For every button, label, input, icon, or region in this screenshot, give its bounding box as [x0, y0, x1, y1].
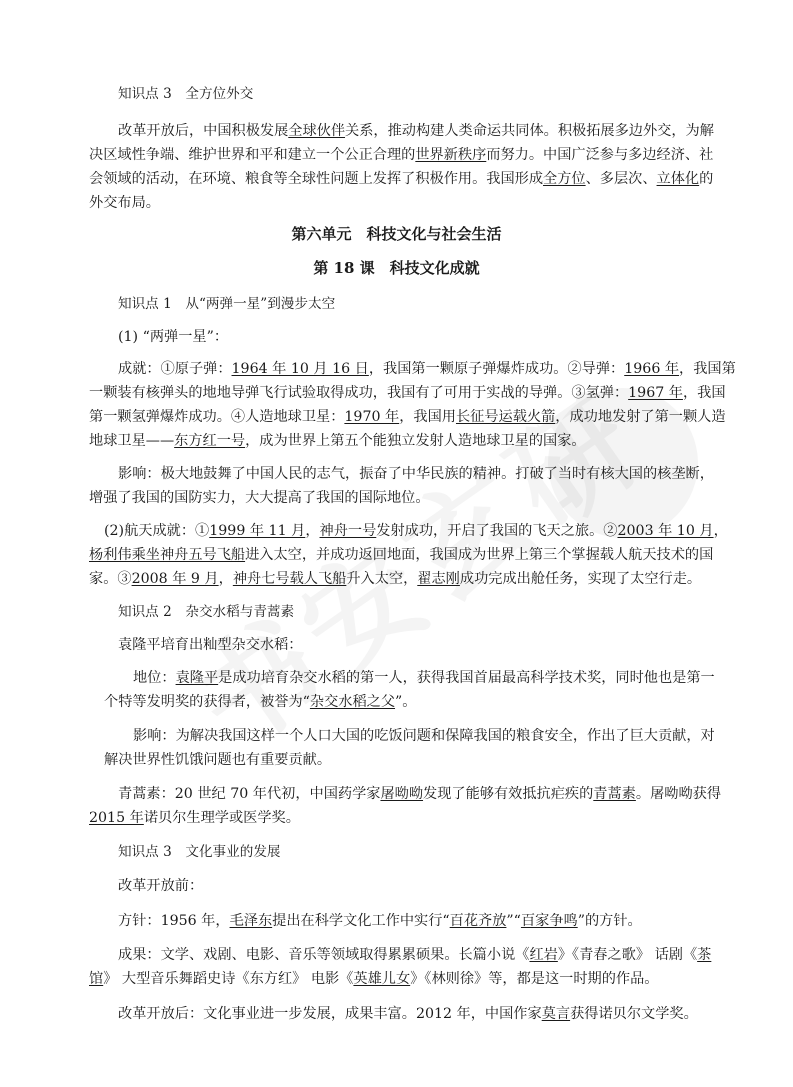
- key-term: 2003 年 10 月: [617, 523, 714, 539]
- kp1-c-l1: [104, 519, 728, 543]
- text-run: 》《林则徐》等，都是这一时期的作品。: [410, 971, 659, 987]
- key-term: 茶: [697, 947, 712, 963]
- kp3-res-l1: [118, 943, 711, 967]
- key-term: 神舟七号载人飞船: [232, 571, 347, 587]
- key-term: 莫言: [541, 1006, 571, 1022]
- key-term: 立体化: [656, 171, 700, 187]
- key-term: 1999 年 11 月: [209, 523, 306, 539]
- key-term: 杨利伟乘坐神舟五号飞船: [89, 547, 246, 563]
- key-term: 全方位: [543, 171, 586, 187]
- text-run: ”“: [506, 913, 521, 929]
- key-term: 翟志刚: [417, 571, 460, 587]
- text-run: 而努力。中国广泛参与多边经济、社: [486, 147, 714, 163]
- kp2-a-l2: [104, 690, 416, 714]
- kp3-after: [118, 1002, 698, 1026]
- kp1-a-l3: [89, 405, 726, 429]
- text-run: 改革开放后，中国积极发展: [118, 123, 289, 139]
- text-run: 获得诺贝尔文学奖。: [570, 1006, 698, 1022]
- text-run: 地球卫星——: [89, 433, 175, 449]
- kp3-res-l2: [89, 967, 658, 991]
- kp1-sub1: (1) “两弹一星”：: [118, 329, 229, 345]
- text-run: 》 大型音乐舞蹈史诗《东方红》 电影《: [103, 971, 354, 987]
- key-term: 百家争鸣: [520, 913, 578, 929]
- text-run: ，成为世界上第五个能独立发射人造地球卫星的国家。: [245, 433, 586, 449]
- kp1-a-l2: [89, 381, 726, 405]
- text-run: ”的方针。: [577, 913, 642, 929]
- kp3-top-p1-l1: [118, 119, 714, 143]
- kp2-c-l2: [89, 806, 300, 830]
- key-term: 英雄儿女: [353, 971, 411, 987]
- key-term: 东方红一号: [174, 433, 246, 449]
- text-run: 进入太空，并成功返回地面，我国成为世界上第三个掌握载人航天技术的国: [245, 547, 714, 563]
- text-run: 关系，推动构建人类命运共同体。积极拓展多边外交，为解: [345, 123, 714, 139]
- text-run: 成果：文学、戏剧、电影、音乐等领域取得累累硕果。长篇小说《: [118, 947, 530, 963]
- text-run: 决区域性争端、维护世界和平和建立一个公正合理的: [89, 147, 416, 163]
- kp3-before: 改革开放前：: [118, 878, 204, 894]
- key-term: 红岩: [529, 947, 558, 963]
- text-run: 》《青春之歌》 话剧《: [557, 947, 698, 963]
- key-term: 1964 年 10 月 16 日: [231, 361, 369, 377]
- text-run: 方针：1956 年，: [118, 913, 230, 929]
- unit-title: 第六单元 科技文化与社会生活: [291, 225, 502, 243]
- text-run: 发现了能够有效抵抗疟疾的: [423, 786, 594, 802]
- kp2-b-l1: 影响：为解决我国这样一个人口大国的吃饭问题和保障我国的粮食安全，作出了巨大贡献，对: [133, 728, 715, 744]
- text-run: 改革开放后：文化事业进一步发展，成果丰富。2012 年，中国作家: [118, 1006, 542, 1022]
- key-term: 世界新秩序: [415, 147, 487, 163]
- text-run: ，: [218, 571, 233, 587]
- kp2-b-l2: 解决世界性饥饿问题也有重要贡献。: [104, 752, 332, 768]
- key-term: 2008 年 9 月: [131, 571, 219, 587]
- kp2-sub: 袁隆平培育出籼型杂交水稻：: [118, 637, 303, 653]
- key-term: 长征号运载火箭: [455, 409, 556, 425]
- kp3-policy: [118, 909, 642, 933]
- key-term: 屠呦呦: [380, 786, 424, 802]
- kp3-top-p1-l2: [89, 143, 713, 167]
- text-run: 、多层次、: [585, 171, 657, 187]
- key-term: 杂交水稻之父: [309, 694, 396, 710]
- text-run: ，成功地发射了第一颗人造: [555, 409, 726, 425]
- key-term: 全球伙伴: [288, 123, 346, 139]
- kp2-c-l1: [118, 782, 721, 806]
- kp1-c-l3: [89, 567, 701, 591]
- text-run: 个特等发明奖的获得者，被誉为“: [104, 694, 310, 710]
- key-term: 青蒿素: [593, 786, 636, 802]
- key-term: 1966 年: [624, 361, 680, 377]
- key-term: 1970 年: [344, 409, 400, 425]
- text-run: ”。: [395, 694, 417, 710]
- kp3-top-p1-l4: 外交布局。: [89, 195, 160, 211]
- text-run: 是成功培育杂交水稻的第一人，获得我国首届最高科学技术奖，同时他也是第一: [218, 670, 715, 686]
- lesson-title: 第 18 课 科技文化成就: [313, 259, 480, 277]
- text-run: 诺贝尔生理学或医学奖。: [143, 810, 300, 826]
- key-term: 神舟一号: [319, 523, 377, 539]
- text-run: ，我国用: [399, 409, 456, 425]
- text-run: ，我国第: [679, 361, 736, 377]
- key-term: 百花齐放: [449, 913, 507, 929]
- text-run: ，我国: [682, 385, 726, 401]
- text-run: 一颗装有核弹头的地地导弹飞行试验取得成功，我国有了可用于实战的导弹。③氢弹：: [89, 385, 629, 401]
- kp3-top-p1-l3: [89, 167, 713, 191]
- text-run: 的: [699, 171, 714, 187]
- text-run: 成就：①原子弹：: [118, 361, 232, 377]
- kp2-a-l1: [133, 666, 715, 690]
- text-run: 发射成功，开启了我国的飞天之旅。②: [376, 523, 618, 539]
- text-run: ，: [713, 523, 728, 539]
- text-run: 。屠呦呦获得: [635, 786, 722, 802]
- text-run: 会领域的活动，在环境、粮食等全球性问题上发挥了积极作用。我国形成: [89, 171, 544, 187]
- text-run: 家。③: [89, 571, 132, 587]
- text-run: 提出在科学文化工作中实行“: [272, 913, 450, 929]
- kp1-b-l2: 增强了我国的国防实力，大大提高了我国的国际地位。: [89, 490, 430, 506]
- text-run: 升入太空，: [346, 571, 418, 587]
- key-term: 袁隆平: [175, 670, 219, 686]
- text-run: (2)航天成就：①: [104, 523, 210, 539]
- kp3-top-title: 知识点 3 全方位外交: [118, 86, 254, 102]
- kp1-a-l1: [118, 357, 736, 381]
- kp2-title: 知识点 2 杂交水稻与青蒿素: [118, 604, 295, 620]
- text-run: 地位：: [133, 670, 176, 686]
- kp1-c-l2: [89, 543, 713, 567]
- kp1-b-l1: 影响：极大地鼓舞了中国人民的志气，振奋了中华民族的精神。打破了当时有核大国的核垄断，: [118, 466, 714, 482]
- kp3-title: 知识点 3 文化事业的发展: [118, 844, 281, 860]
- kp1-a-l4: [89, 429, 586, 453]
- text-run: ，: [305, 523, 320, 539]
- text-run: 青蒿素：20 世纪 70 年代初，中国药学家: [118, 786, 381, 802]
- key-term: 2015 年: [89, 810, 144, 826]
- text-run: ，我国第一颗原子弹爆炸成功。②导弹：: [368, 361, 625, 377]
- text-run: 第一颗氢弹爆炸成功。④人造地球卫星：: [89, 409, 345, 425]
- key-term: 馆: [89, 971, 104, 987]
- key-term: 1967 年: [628, 385, 683, 401]
- text-run: 成功完成出舱任务，实现了太空行走。: [459, 571, 702, 587]
- key-term: 毛泽东: [229, 913, 273, 929]
- kp1-title: 知识点 1 从“两弹一星”到漫步太空: [118, 296, 336, 312]
